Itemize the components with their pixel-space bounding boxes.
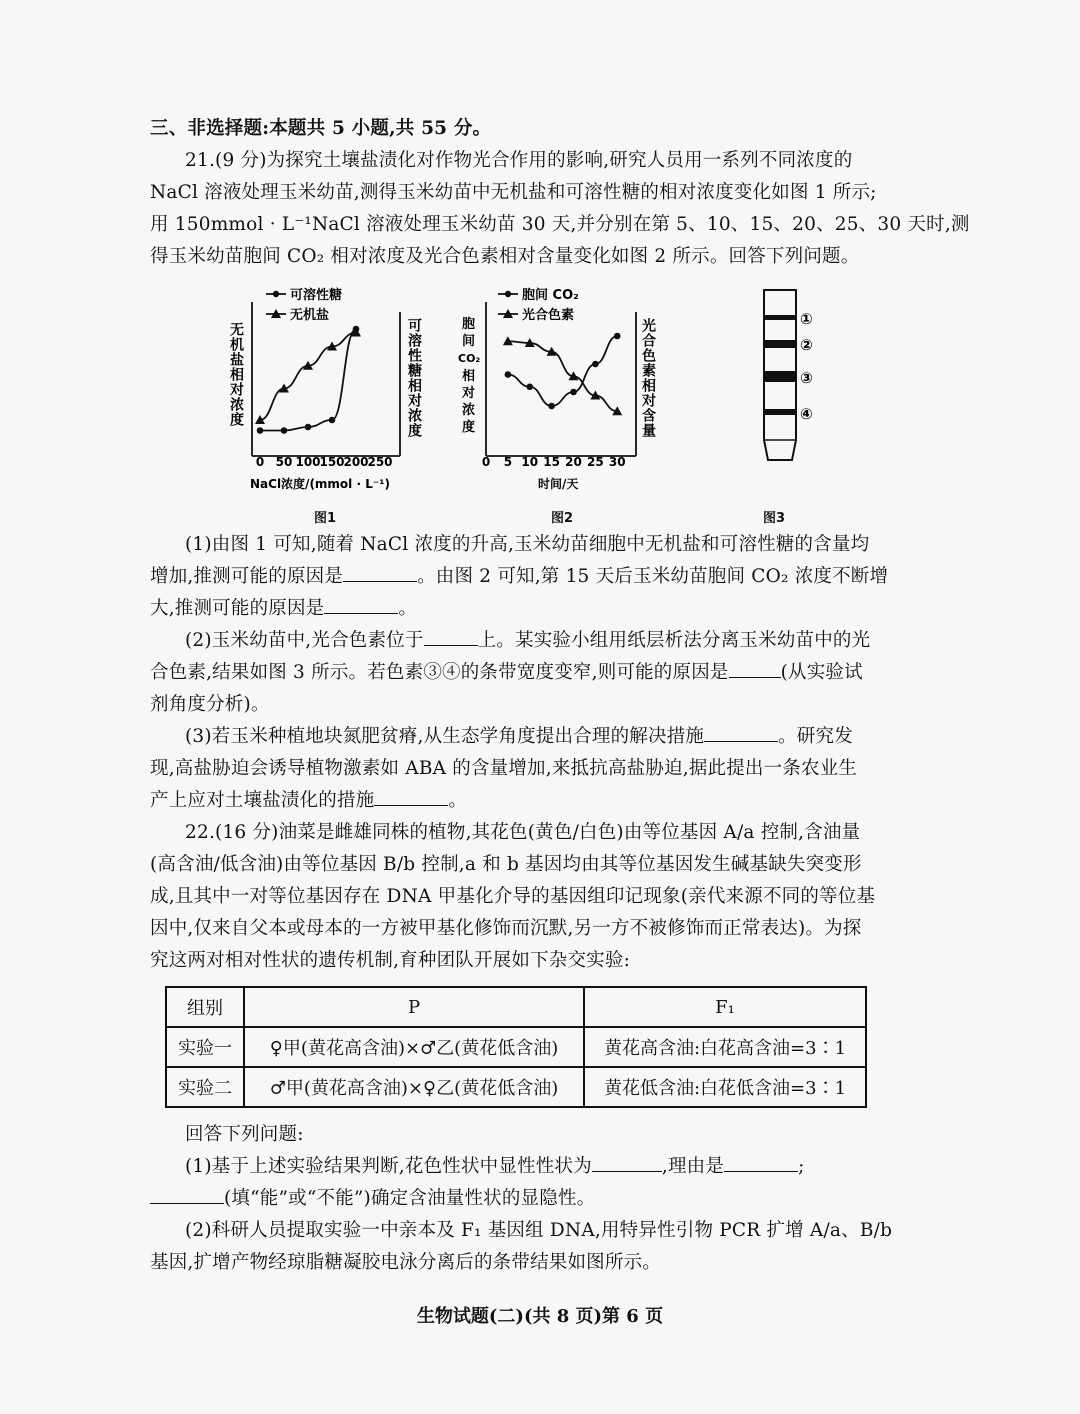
fig1-legend-sugar: 可溶性糖: [290, 288, 343, 303]
fig1-legend: [266, 287, 342, 323]
answer-blank: [324, 595, 398, 614]
x-tick-label: 25: [587, 455, 604, 469]
data-point: [281, 427, 288, 434]
fig1-legend-salt: 无机盐: [290, 308, 330, 323]
table-header-p: P: [244, 987, 584, 1027]
q22-intro-line-1: 22.(16 分)油菜是雌雄同株的植物,其花色(黄色/白色)由等位基因 A/a 控制,含油量: [185, 822, 861, 843]
figure-3-caption: 图3: [763, 511, 786, 526]
q21-intro-line-1: 21.(9 分)为探究土壤盐渍化对作物光合作用的影响,研究人员用一系列不同浓度的: [185, 150, 853, 171]
figure-1-chart: [222, 282, 432, 497]
q22-answer-prompt: 回答下列问题:: [185, 1124, 304, 1145]
q21-part1-line-3: 大,推测可能的原因是 。: [150, 594, 890, 624]
q21-intro-line-3: 用 150mmol · L⁻¹NaCl 溶液处理玉米幼苗 30 天,并分别在第 5、10、15、20、25、30 天时,测: [150, 214, 970, 235]
figure-3-strip: [752, 288, 832, 488]
q21-part2-line-1: (2)玉米幼苗中,光合色素位于 上。某实验小组用纸层析法分离玉米幼苗中的光: [185, 626, 925, 656]
table-cell: ♀甲(黄花高含油)×♂乙(黄花低含油): [244, 1027, 584, 1067]
q21-part3-line-2: 现,高盐胁迫会诱导植物激素如 ABA 的含量增加,来抵抗高盐胁迫,据此提出一条农业生: [150, 758, 858, 779]
answer-blank: [150, 1185, 224, 1204]
data-point: [614, 333, 621, 340]
q22-intro-line-5: 究这两对相对性状的遗传机制,育种团队开展如下杂交实验:: [150, 950, 631, 971]
q21-part3-line-3: 产上应对土壤盐渍化的措施 。: [150, 786, 890, 816]
x-tick-label: 10: [521, 455, 539, 469]
data-point: [329, 417, 336, 424]
q21-intro-line-2: NaCl 溶液处理玉米幼苗,测得玉米幼苗中无机盐和可溶性糖的相对浓度变化如图 1 所示;: [150, 182, 877, 203]
svg-text:相: 相: [462, 369, 476, 384]
band-label-4: ④: [800, 405, 813, 423]
fig2-legend-pigment: 光合色素: [522, 308, 575, 323]
svg-text:CO₂: CO₂: [458, 352, 481, 365]
q22-intro-line-3: 成,且其中一对等位基因存在 DNA 甲基化介导的基因组印记现象(亲代来源不同的等位基: [150, 886, 876, 907]
series-line-0: [260, 329, 356, 431]
page-footer: 生物试题(二)(共 8 页)第 6 页: [416, 1306, 664, 1327]
table-row: [166, 1067, 866, 1107]
q21-part2-line-2: 合色素,结果如图 3 所示。若色素③④的条带宽度变窄,则可能的原因是 (从实验试: [150, 658, 890, 688]
svg-text:浓: 浓: [462, 403, 476, 418]
fig1-x-label: NaCl浓度/(mmol · L⁻¹): [250, 477, 390, 491]
q21-part3-line-1: (3)若玉米种植地块氮肥贫瘠,从生态学角度提出合理的解决措施 。研究发: [185, 722, 925, 752]
q22-part2-line-2: 基因,扩增产物经琼脂糖凝胶电泳分离后的条带结果如图所示。: [150, 1252, 661, 1273]
fig1-left-axis-label: 无机盐相对浓度: [228, 322, 244, 427]
x-tick-label: 0: [481, 455, 491, 469]
data-point: [570, 389, 577, 396]
answer-blank: [724, 1153, 798, 1172]
q21-part2-line-3: 剂角度分析)。: [150, 694, 270, 715]
data-point: [305, 424, 312, 431]
x-tick-label: 250: [367, 455, 393, 469]
answer-blank: [729, 659, 781, 678]
x-tick-label: 100: [295, 455, 321, 469]
fig2-x-label: 时间/天: [538, 477, 579, 491]
q22-part2-line-1: (2)科研人员提取实验一中亲本及 F₁ 基因组 DNA,用特异性引物 PCR 扩增 A/a、B/b: [185, 1220, 893, 1241]
table-cell: 实验一: [166, 1027, 244, 1067]
fig2-left-axis-label: [458, 316, 480, 435]
q22-intro-line-2: (高含油/低含油)由等位基因 B/b 控制,a 和 b 基因均由其等位基因发生碱基缺失突变形: [150, 854, 862, 875]
q21-intro-line-4: 得玉米幼苗胞间 CO₂ 相对浓度及光合色素相对含量变化如图 2 所示。回答下列问题。: [150, 246, 860, 267]
svg-text:度: 度: [462, 420, 476, 435]
answer-blank: [424, 627, 478, 646]
fig2-right-axis-label: 光合色素相对含量: [640, 318, 656, 438]
answer-blank: [343, 563, 417, 582]
x-tick-label: 50: [275, 455, 293, 469]
data-point: [548, 403, 555, 410]
table-cell: 黄花低含油:白花低含油=3∶1: [584, 1067, 866, 1107]
band-label-2: ②: [800, 336, 813, 354]
series-line-0: [508, 336, 617, 406]
section-heading: 三、非选择题:本题共 5 小题,共 55 分。: [150, 118, 492, 139]
x-tick-label: 5: [503, 455, 513, 469]
cross-experiment-table: [165, 986, 867, 1108]
fig2-legend: [498, 287, 579, 323]
svg-text:对: 对: [462, 386, 476, 401]
x-tick-label: 20: [565, 455, 582, 469]
data-point: [505, 371, 512, 378]
table-cell: ♂甲(黄花高含油)×♀乙(黄花低含油): [244, 1067, 584, 1107]
svg-text:间: 间: [462, 334, 476, 349]
q22-part1-line-1: (1)基于上述实验结果判断,花色性状中显性性状为 ,理由是 ;: [185, 1152, 925, 1182]
table-row: [166, 1027, 866, 1067]
q21-part1-line-1: (1)由图 1 可知,随着 NaCl 浓度的升高,玉米幼苗细胞中无机盐和可溶性糖的含量均: [185, 534, 870, 555]
x-tick-label: 0: [255, 455, 265, 469]
table-cell: 黄花高含油:白花高含油=3∶1: [584, 1027, 866, 1067]
table-header-group: 组别: [166, 987, 244, 1027]
data-point: [592, 361, 599, 368]
figure-2-caption: 图2: [551, 511, 574, 526]
q21-part1-line-2: 增加,推测可能的原因是 。由图 2 可知,第 15 天后玉米幼苗胞间 CO₂ 浓度不断增: [150, 562, 890, 592]
figure-2-chart: [458, 282, 668, 497]
series-line-1: [260, 333, 356, 421]
x-tick-label: 150: [319, 455, 345, 469]
band-label-3: ③: [800, 369, 813, 387]
fig1-right-axis-label: 可溶性糖相对浓度: [406, 318, 422, 438]
series-line-1: [508, 341, 617, 411]
band-4: [764, 409, 796, 415]
x-tick-label: 30: [608, 455, 626, 469]
answer-blank: [374, 787, 448, 806]
x-tick-label: 15: [543, 455, 560, 469]
q22-intro-line-4: 因中,仅来自父本或母本的一方被甲基化修饰而沉默,另一方不被修饰而正常表达)。为探: [150, 918, 862, 939]
table-cell: 实验二: [166, 1067, 244, 1107]
band-label-1: ①: [800, 310, 813, 328]
answer-blank: [704, 723, 778, 742]
band-3: [764, 371, 796, 382]
x-tick-label: 200: [343, 455, 369, 469]
svg-text:胞: 胞: [462, 317, 476, 332]
band-2: [764, 340, 796, 348]
band-1: [764, 315, 796, 320]
fig2-legend-co2: 胞间 CO₂: [522, 288, 579, 303]
figure-1-caption: 图1: [314, 511, 337, 526]
table-header-f1: F₁: [584, 987, 866, 1027]
data-point: [257, 427, 264, 434]
table-header-row: [166, 987, 866, 1027]
answer-blank: [592, 1153, 662, 1172]
q22-part1-line-2: (填“能”或“不能”)确定含油量性状的显隐性。: [150, 1184, 890, 1214]
data-point: [526, 383, 533, 390]
